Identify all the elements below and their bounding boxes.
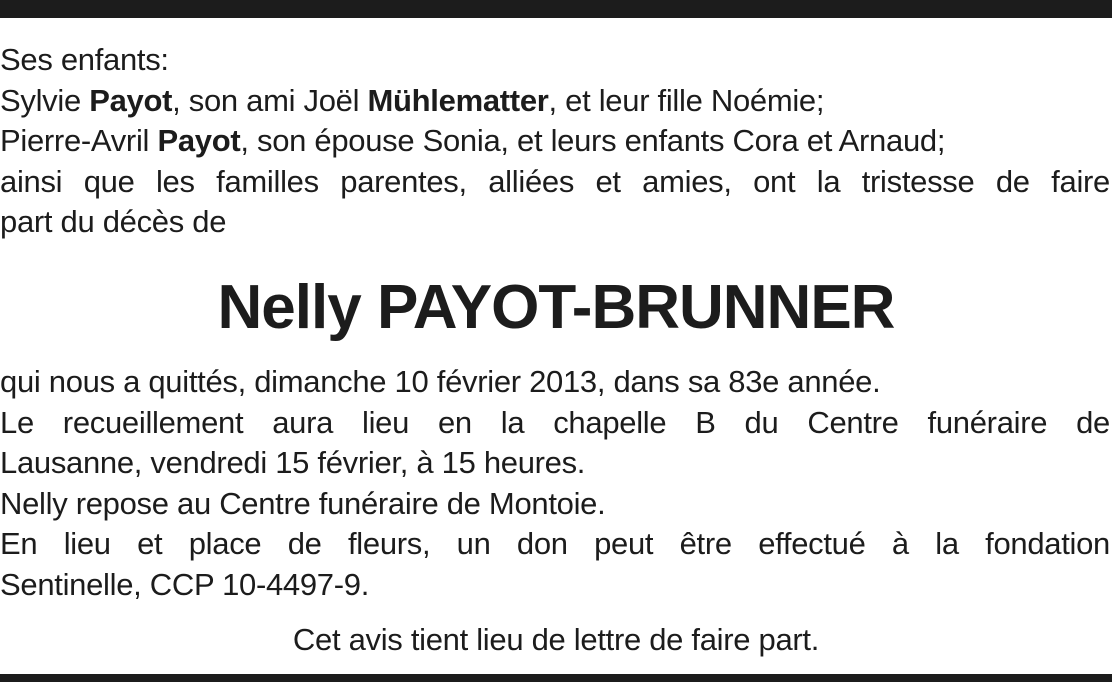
closing-note: Cet avis tient lieu de lettre de faire part.: [292, 622, 820, 657]
announcement-line: ainsi que les familles parentes, alliées et amies, ont la tristesse de faire: [0, 163, 1110, 199]
text-span: Sylvie: [0, 82, 90, 118]
funeral-details: [0, 362, 1110, 605]
text-span: Pierre-Avril: [0, 123, 158, 158]
details-line: En lieu et place de fleurs, un don peut être effectué à la fondation: [0, 526, 1110, 561]
deceased-name: Nelly PAYOT-BRUNNER: [217, 273, 895, 342]
details-line: Le recueillement aura lieu en la chapelle B du Centre funéraire de: [0, 404, 1110, 440]
details-line: Nelly repose au Centre funéraire de Montoie.: [0, 485, 606, 521]
announcement-line: [0, 81, 1110, 122]
text-span: , son ami Joël: [172, 82, 368, 118]
surname: Payot: [157, 123, 241, 158]
text-span: , et leur fille Noémie;: [548, 82, 825, 118]
surname: Mühlematter: [367, 82, 549, 118]
details-line: Lausanne, vendredi 15 février, à 15 heures.: [0, 445, 586, 480]
bottom-border-bar: [0, 674, 1112, 682]
surname: Payot: [89, 82, 173, 118]
announcement-line: part du décès de: [0, 204, 227, 239]
announcement-line: Ses enfants:: [0, 42, 169, 77]
family-announcement: [0, 40, 1110, 243]
announcement-line: [0, 121, 1110, 162]
details-line: Sentinelle, CCP 10-4497-9.: [0, 566, 370, 602]
details-line: qui nous a quittés, dimanche 10 février 2013, dans sa 83e année.: [0, 364, 881, 399]
top-border-bar: [0, 0, 1112, 18]
text-span: , son épouse Sonia, et leurs enfants Cora et Arnaud;: [240, 123, 946, 158]
